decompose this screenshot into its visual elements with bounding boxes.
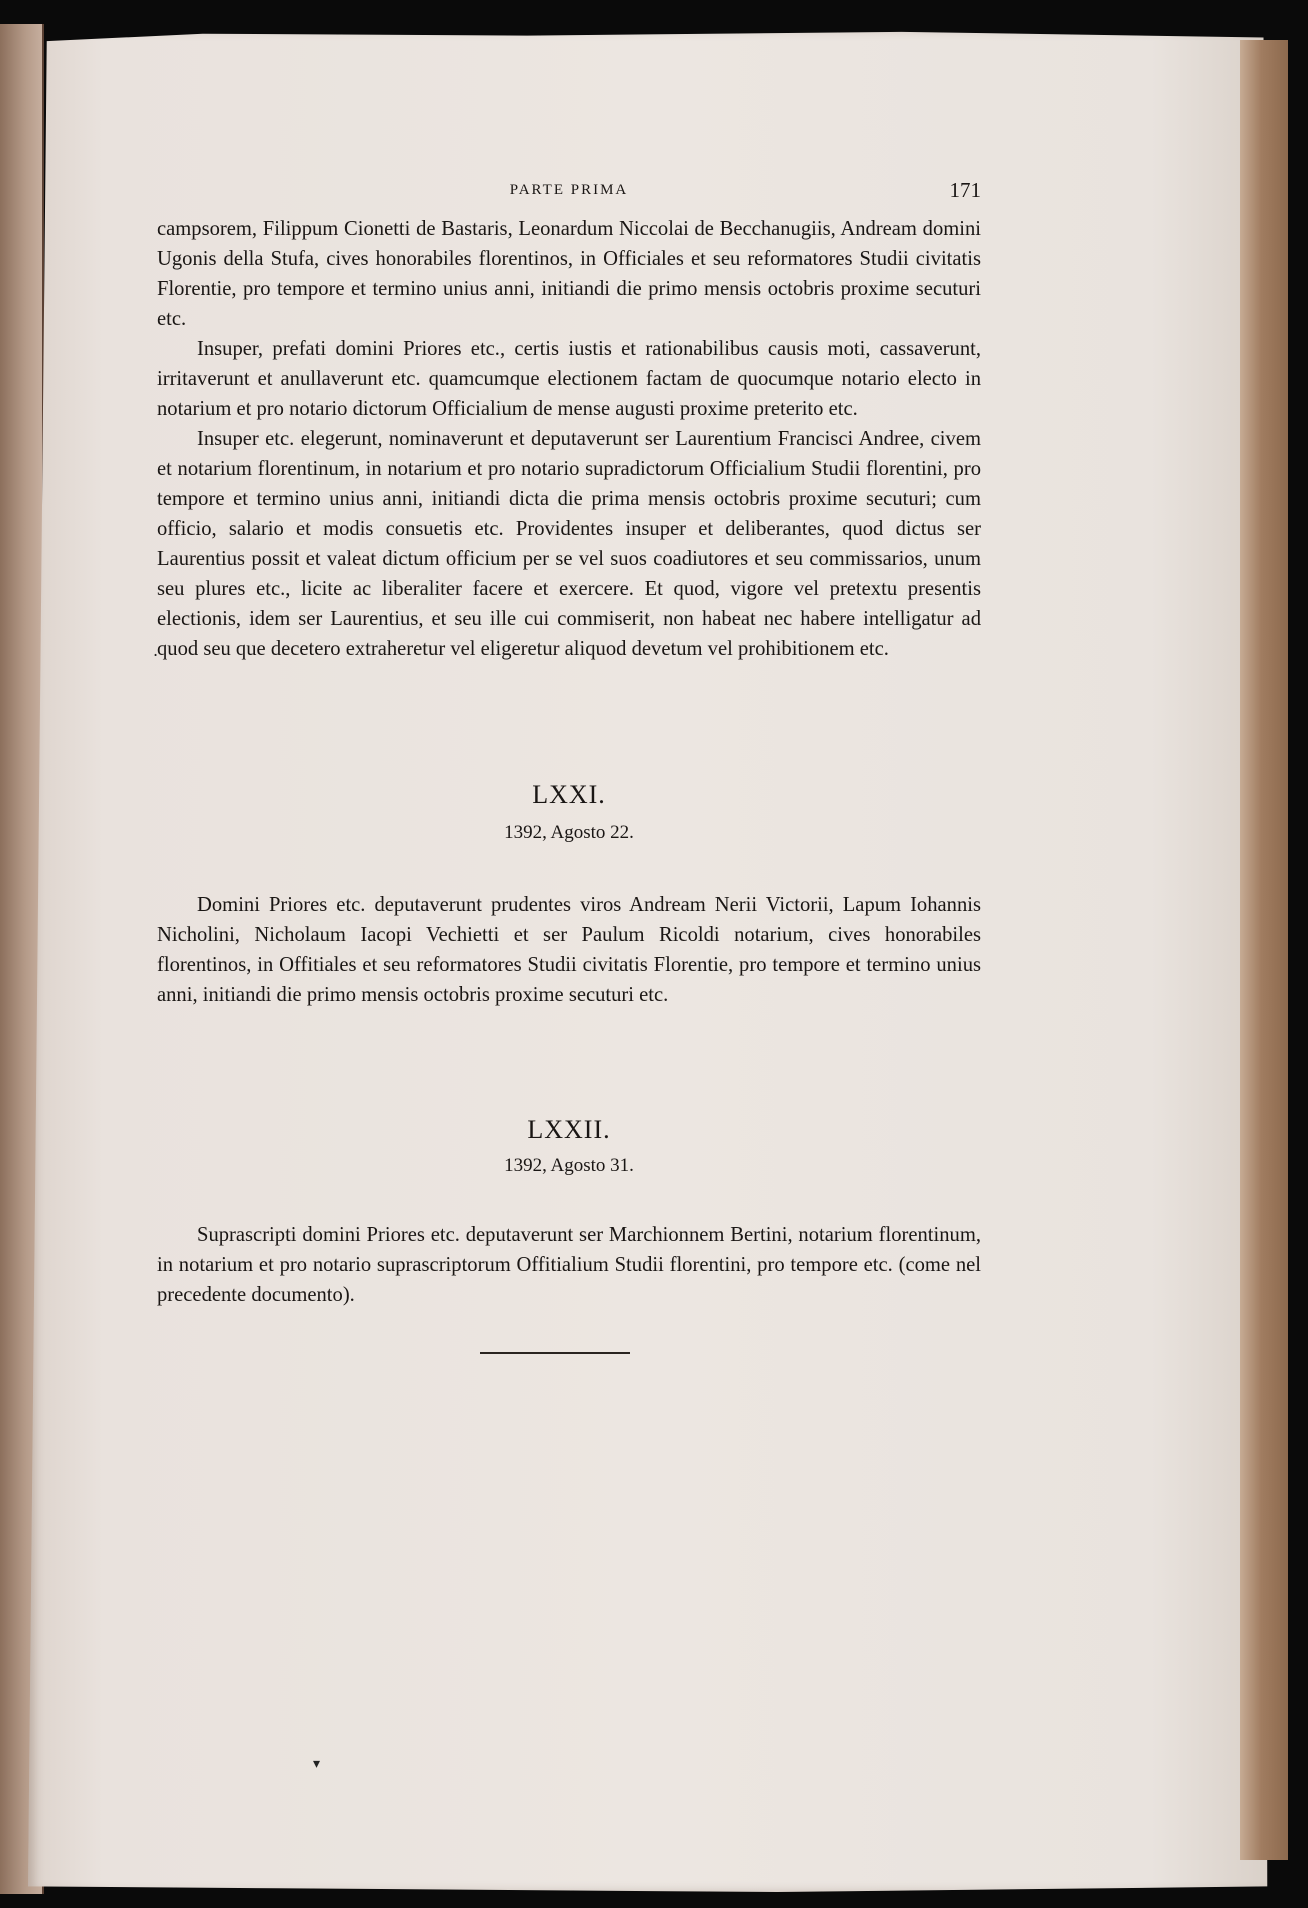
document-72-body (157, 1220, 981, 1310)
paragraph: Insuper etc. elegerunt, nominaverunt et deputaverunt ser Laurentium Francisci Andree, civem et notarium florentinum, in notarium et pro notario supradictorum Officialium Studii florentini, pro tempore et termino unius anni, initiandi dicta die prima mensis octobris proxime secuturi; cum officio, salario et modis consuetis etc. Providentes insuper et deliberantes, quod dictus ser Laurentius possit et valeat dictum officium per se vel suos coadiutores et seu commissarios, unum seu plures etc., licite ac liberaliter facere et exercere. Et quod, vigore vel pretextu presentis electionis, idem ser Laurentius, et seu ille cui commiserit, non habeat nec habere intelligatur ad quod seu que decetero extraheretur vel eligeretur aliquod devetum vel prohibitionem etc. (157, 428, 981, 660)
end-rule (480, 1352, 630, 1354)
stray-mark: ▾ (313, 1756, 321, 1772)
document-numeral: LXXI. (532, 780, 606, 809)
document-71-heading (157, 780, 981, 844)
running-head: PARTE PRIMA (509, 182, 629, 198)
document-date: 1392, Agosto 31. (504, 1155, 634, 1176)
document-72-heading (157, 1115, 981, 1177)
paragraph: Insuper, prefati domini Priores etc., certis iustis et rationabilibus causis moti, cassaverunt, irritaverunt et anullaverunt etc. quamcumque electionem factam de quocumque notario electo in notarium et pro notario dictorum Officialium de mense augusti proxime preterito etc. (157, 338, 981, 420)
stray-mark: . (153, 641, 159, 660)
page-header (157, 178, 981, 206)
page-number: 171 (949, 178, 981, 202)
paragraph: Domini Priores etc. deputaverunt prudentes viros Andream Nerii Victorii, Lapum Iohannis Nicholini, Nicholaum Iacopi Vechietti et ser Paulum Ricoldi notarium, cives honorabiles florentinos, in Offitiales et seu reformatores Studii civitatis Florentie, pro tempore et termino unius anni, initiandi die primo mensis octobris proxime secuturi etc. (157, 894, 981, 1006)
document-71-body (157, 890, 981, 1010)
paragraph: campsorem, Filippum Cionetti de Bastaris, Leonardum Niccolai de Becchanugiis, Andream domini Ugonis della Stufa, cives honorabiles florentinos, in Officiales et seu reformatores Studii civitatis Florentie, pro tempore et termino unius anni, initiandi die primo mensis octobris proxime secuturi etc. (157, 218, 981, 330)
paragraph: Suprascripti domini Priores etc. deputaverunt ser Marchionnem Bertini, notarium florentinum, in notarium et pro notario suprascriptorum Offitialium Studii florentini, pro tempore etc. (come nel precedente documento). (157, 1224, 981, 1306)
page-right-edge (1240, 40, 1288, 1860)
document-numeral: LXXII. (527, 1115, 611, 1144)
document-70-continuation (157, 214, 981, 664)
document-date: 1392, Agosto 22. (504, 822, 634, 843)
